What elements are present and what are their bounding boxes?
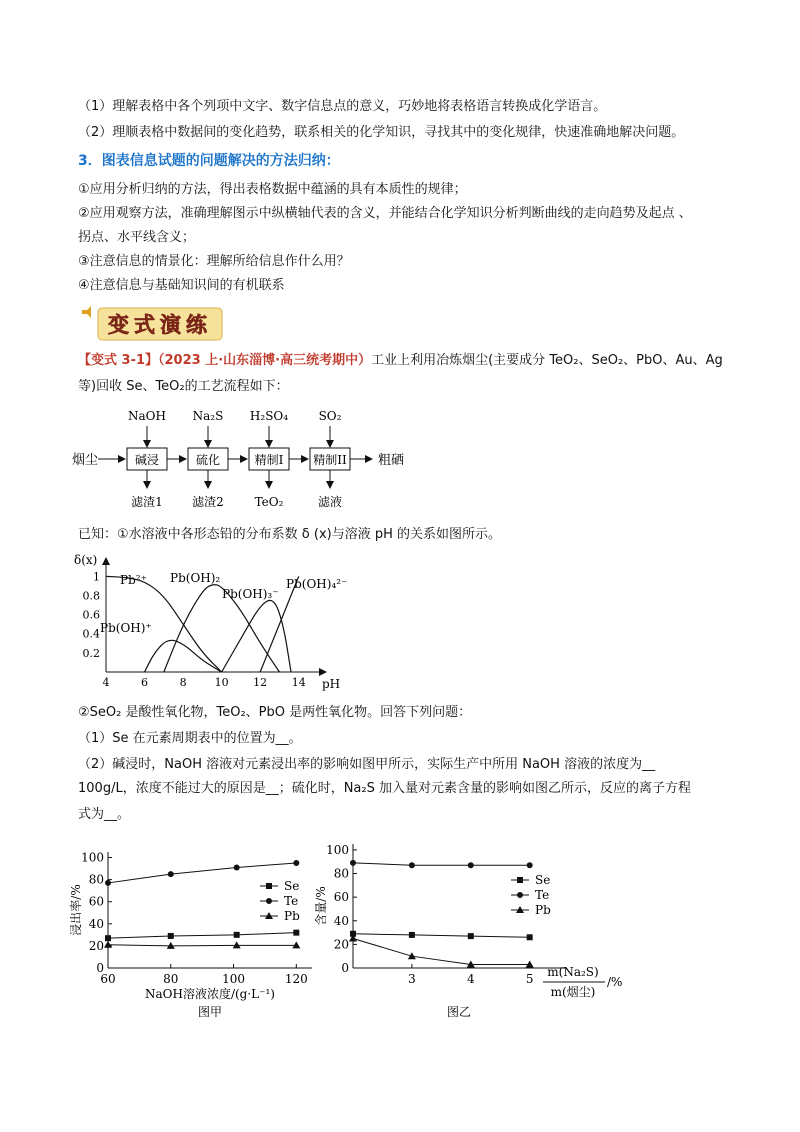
x-tick-label: 6 bbox=[141, 676, 149, 689]
series-line bbox=[108, 863, 296, 883]
x-tick-label: 3 bbox=[408, 972, 416, 986]
data-point bbox=[468, 862, 474, 868]
method-4: ④注意信息与基础知识间的有机联系 bbox=[78, 278, 285, 293]
flow-reagent: Na₂S bbox=[192, 409, 224, 423]
y-tick-label: 0.6 bbox=[82, 608, 100, 622]
legend-label: Te bbox=[535, 888, 550, 902]
series-label: Pb²⁺ bbox=[120, 573, 147, 587]
chart-yi bbox=[314, 830, 625, 1030]
data-point bbox=[233, 941, 241, 948]
question-tag: 【变式 3-1】（2023 上·山东淄博·高三统考期中） bbox=[78, 353, 372, 368]
x-tick-label: 12 bbox=[253, 676, 268, 689]
data-point bbox=[168, 933, 174, 939]
series-line bbox=[145, 640, 222, 672]
flow-output: 粗硒 bbox=[378, 453, 405, 468]
data-point bbox=[292, 941, 300, 948]
data-point bbox=[168, 871, 174, 877]
known-2: ②SeO₂ 是酸性氧化物，TeO₂、PbO 是两性氧化物。回答下列问题： bbox=[78, 705, 472, 720]
x-tick-label: 5 bbox=[525, 972, 534, 986]
flow-step-name: 碱浸 bbox=[134, 453, 160, 467]
y-tick-label: 0.2 bbox=[82, 646, 100, 660]
series-label: Pb(OH)₃⁻ bbox=[222, 587, 279, 601]
known-1: 已知：①水溶液中各形态铅的分布系数 δ (x)与溶液 pH 的关系如图所示。 bbox=[78, 527, 502, 542]
banner-title: 变式演练 bbox=[108, 313, 212, 337]
question-2a: （2）碱浸时，NaOH 溶液对元素浸出率的影响如图甲所示，实际生产中所用 NaOH 溶液的浓度为__ bbox=[78, 757, 656, 772]
data-point bbox=[104, 941, 112, 948]
series-line bbox=[353, 938, 530, 964]
y-axis-label: 含量/% bbox=[314, 886, 328, 926]
data-point bbox=[350, 860, 356, 866]
x-tick-label: 80 bbox=[163, 972, 179, 986]
data-point bbox=[105, 880, 111, 886]
x-axis-label: NaOH溶液浓度/(g·L⁻¹) bbox=[145, 987, 275, 1001]
y-axis-label: δ(x) bbox=[74, 553, 98, 567]
flow-input: 烟尘 bbox=[72, 453, 99, 468]
method-1: ①应用分析归纳的方法，得出表格数据中蕴涵的具有本质性的规律； bbox=[78, 182, 467, 197]
flow-reagent: NaOH bbox=[128, 409, 166, 423]
series-label: Pb(OH)₄²⁻ bbox=[286, 577, 348, 591]
section-heading: 3．图表信息试题的问题解决的方法归纳： bbox=[78, 153, 340, 169]
data-point bbox=[266, 883, 272, 889]
question-2c: 式为__。 bbox=[78, 807, 131, 822]
legend-label: Se bbox=[535, 873, 551, 887]
y-tick-label: 40 bbox=[333, 913, 349, 928]
data-point bbox=[234, 864, 240, 870]
x-tick-label: 100 bbox=[222, 972, 245, 986]
data-point bbox=[468, 933, 474, 939]
y-axis-label: 浸出率/% bbox=[69, 884, 83, 936]
flow-residue: 滤渣2 bbox=[192, 495, 224, 509]
y-tick-label: 100 bbox=[326, 842, 349, 857]
series-line bbox=[108, 933, 296, 939]
data-point bbox=[105, 935, 111, 941]
paragraph-1: （1）理解表格中各个列项中文字、数字信息点的意义，巧妙地将表格语言转换成化学语言。 bbox=[78, 99, 607, 114]
y-tick-label: 40 bbox=[88, 916, 104, 931]
x-tick-label: 4 bbox=[102, 676, 110, 689]
y-tick-label: 0 bbox=[96, 961, 104, 975]
x-axis-label-denominator: m(烟尘) bbox=[550, 985, 596, 999]
data-point bbox=[517, 877, 523, 883]
method-2: ②应用观察方法，准确理解图示中纵横轴代表的含义，并能结合化学知识分析判断曲线的走向趋势及起点 、 bbox=[78, 206, 692, 221]
y-tick-label: 80 bbox=[88, 872, 104, 887]
flow-reagent: SO₂ bbox=[318, 409, 342, 423]
y-tick-label: 1 bbox=[93, 570, 100, 584]
data-point bbox=[409, 932, 415, 938]
chart-title: 图甲 bbox=[197, 1005, 223, 1019]
flow-step-name: 精制I bbox=[254, 453, 284, 467]
question-line-2: 等)回收 Se、TeO₂的工艺流程如下： bbox=[78, 379, 289, 394]
x-axis-label-unit: /% bbox=[607, 975, 623, 989]
data-point bbox=[266, 898, 272, 904]
data-point bbox=[527, 862, 533, 868]
x-axis-label-numerator: m(Na₂S) bbox=[547, 965, 599, 979]
y-tick-label: 0.4 bbox=[82, 627, 100, 641]
question-1: （1）Se 在元素周期表中的位置为__。 bbox=[78, 731, 302, 746]
data-point bbox=[409, 862, 415, 868]
exercise-banner bbox=[78, 302, 228, 344]
method-3: ③注意信息的情景化：理解所给信息作什么用？ bbox=[78, 254, 350, 269]
data-point bbox=[527, 934, 533, 940]
legend-label: Pb bbox=[535, 903, 551, 917]
question-2b: 100g/L，浓度不能过大的原因是__；硫化时，Na₂S 加入量对元素含量的影响如图乙所示，反应的离子方程 bbox=[78, 781, 691, 796]
flow-residue: 滤液 bbox=[317, 495, 343, 509]
chart-title: 图乙 bbox=[446, 1005, 472, 1019]
series-line bbox=[353, 934, 530, 938]
y-tick-label: 0 bbox=[341, 961, 349, 975]
x-tick-label: 10 bbox=[214, 676, 229, 689]
data-point bbox=[293, 860, 299, 866]
data-point bbox=[517, 892, 523, 898]
legend-label: Pb bbox=[284, 909, 300, 923]
y-tick-label: 20 bbox=[333, 937, 349, 952]
y-tick-label: 100 bbox=[81, 850, 104, 865]
pb-distribution-chart bbox=[70, 550, 370, 700]
y-tick-label: 60 bbox=[333, 890, 349, 905]
flow-residue: TeO₂ bbox=[254, 495, 284, 509]
x-tick-label: 60 bbox=[100, 972, 116, 986]
legend-label: Se bbox=[284, 879, 300, 893]
x-tick-label: 120 bbox=[284, 972, 308, 986]
legend-label: Te bbox=[284, 894, 299, 908]
question-line-1: 工业上利用冶炼烟尘(主要成分 TeO₂、SeO₂、PbO、Au、Ag bbox=[371, 353, 723, 368]
data-point bbox=[234, 932, 240, 938]
series-label: Pb(OH)₂ bbox=[170, 571, 221, 585]
process-flow bbox=[70, 402, 490, 520]
y-tick-label: 0.8 bbox=[82, 589, 100, 603]
paragraph-2: （2）理顺表格中数据间的变化趋势，联系相关的化学知识，寻找其中的变化规律，快速准确地解决问题。 bbox=[78, 125, 685, 140]
x-tick-label: 8 bbox=[179, 676, 187, 689]
x-tick-label: 14 bbox=[291, 676, 306, 689]
data-point bbox=[293, 930, 299, 936]
flow-step-name: 精制II bbox=[313, 453, 347, 467]
speaker-icon bbox=[82, 306, 91, 318]
chart-jia bbox=[69, 838, 330, 1028]
flow-reagent: H₂SO₄ bbox=[249, 409, 289, 423]
series-line bbox=[108, 945, 296, 946]
series-line bbox=[353, 863, 530, 865]
x-axis-label: pH bbox=[322, 677, 341, 691]
y-tick-label: 60 bbox=[88, 894, 104, 909]
flow-step-name: 硫化 bbox=[195, 453, 221, 467]
flow-residue: 滤渣1 bbox=[131, 495, 163, 509]
series-label: Pb(OH)⁺ bbox=[100, 621, 152, 635]
y-tick-label: 20 bbox=[88, 938, 104, 953]
x-tick-label: 4 bbox=[466, 972, 475, 986]
y-tick-label: 80 bbox=[333, 866, 349, 881]
question-intro bbox=[78, 352, 723, 370]
method-2-cont: 拐点、水平线含义； bbox=[78, 230, 196, 245]
